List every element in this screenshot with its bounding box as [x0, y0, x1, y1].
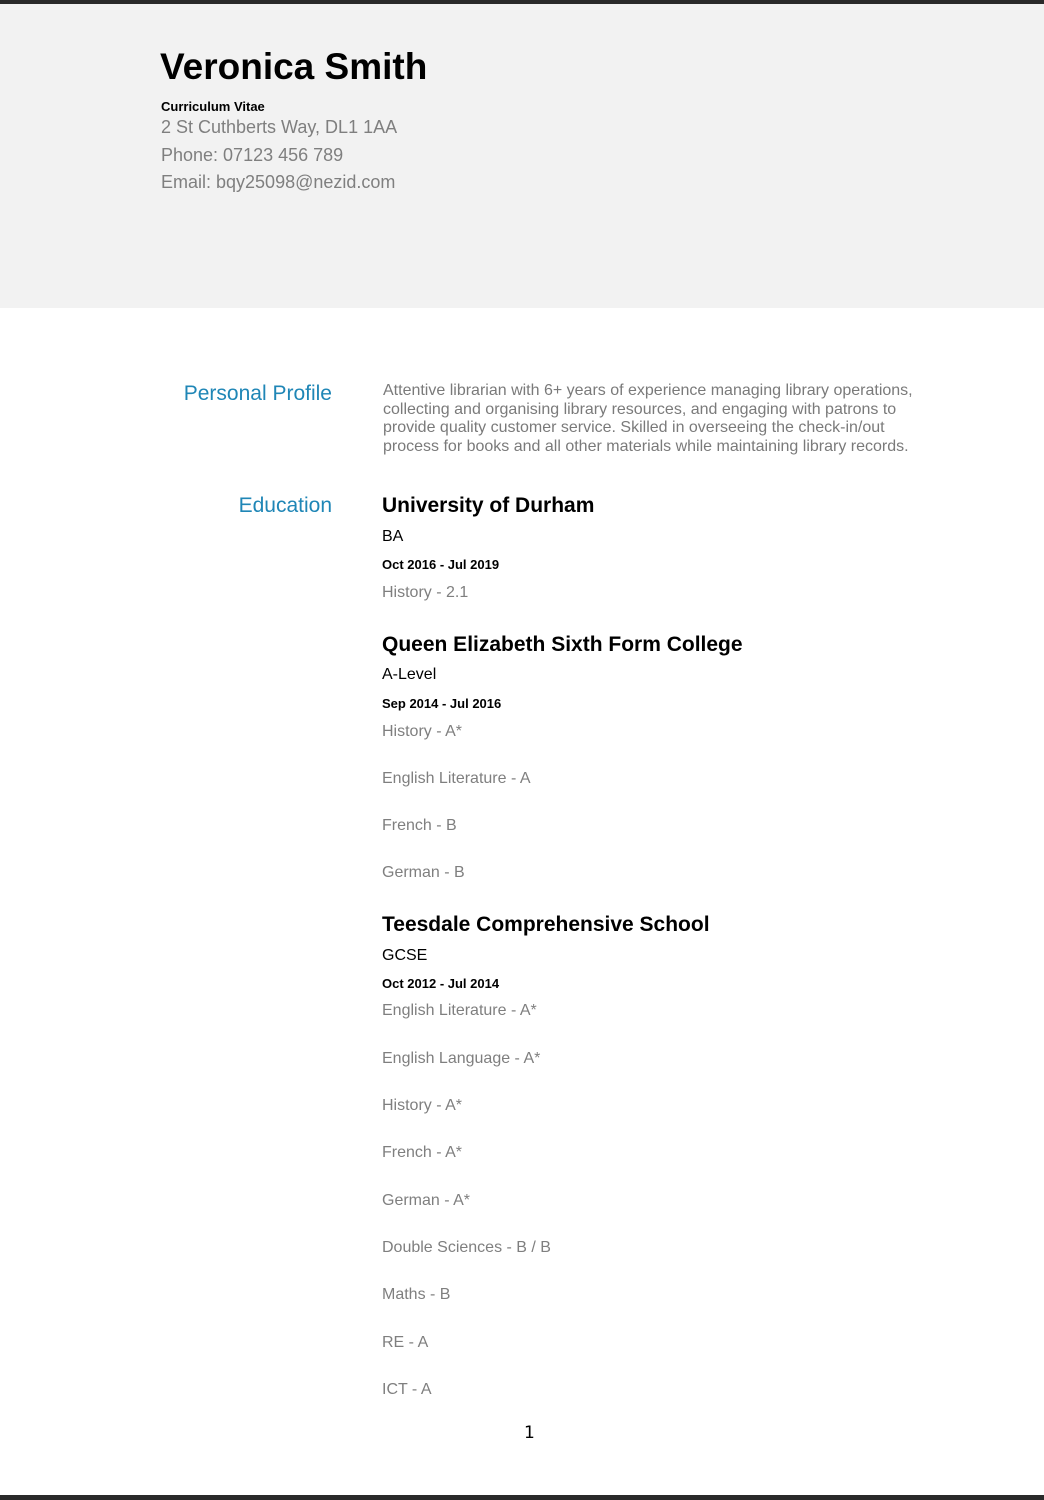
education-school: University of Durham [382, 494, 595, 517]
education-dates: Sep 2014 - Jul 2016 [382, 696, 502, 711]
education-qualification: A-Level [382, 666, 437, 683]
personal-profile-text: Attentive librarian with 6+ years of experience managing library operations, collecting and organising library resources, and engaging with patrons to provide quality customer service. Skilled in overseeing the check-in/out process for books and all other materials while maintaining library records. [383, 382, 913, 455]
education-grade: French - A* [382, 1144, 463, 1161]
education-grade: Maths - B [382, 1286, 451, 1303]
education-qualification: BA [382, 528, 404, 545]
education-grade: History - A* [382, 723, 463, 740]
contact-phone: Phone: 07123 456 789 [161, 145, 344, 165]
education-grade: French - B [382, 817, 457, 834]
education-school: Queen Elizabeth Sixth Form College [382, 633, 743, 656]
candidate-name: Veronica Smith [160, 46, 428, 87]
education-grade: History - A* [382, 1097, 463, 1114]
bottom-border [0, 1495, 1044, 1500]
education-grade: German - B [382, 864, 465, 881]
education-grade: RE - A [382, 1334, 429, 1351]
education-grade: English Language - A* [382, 1050, 541, 1067]
education-qualification: GCSE [382, 947, 428, 964]
contact-address: 2 St Cuthberts Way, DL1 1AA [161, 117, 398, 137]
document-subtitle: Curriculum Vitae [161, 99, 265, 114]
education-grade: German - A* [382, 1192, 471, 1209]
education-dates: Oct 2012 - Jul 2014 [382, 976, 500, 991]
education-grade: English Literature - A* [382, 1002, 537, 1019]
education-grade: Double Sciences - B / B [382, 1239, 551, 1256]
section-title-personal-profile: Personal Profile [183, 382, 332, 405]
education-grade: English Literature - A [382, 770, 531, 787]
page-number: 1 [524, 1423, 535, 1443]
education-dates: Oct 2016 - Jul 2019 [382, 557, 500, 572]
education-grade: History - 2.1 [382, 584, 469, 601]
education-grade: ICT - A [382, 1381, 432, 1398]
section-title-education: Education [238, 494, 332, 517]
contact-email: Email: bqy25098@nezid.com [161, 172, 396, 192]
education-school: Teesdale Comprehensive School [382, 913, 710, 936]
cv-header [0, 4, 1044, 308]
